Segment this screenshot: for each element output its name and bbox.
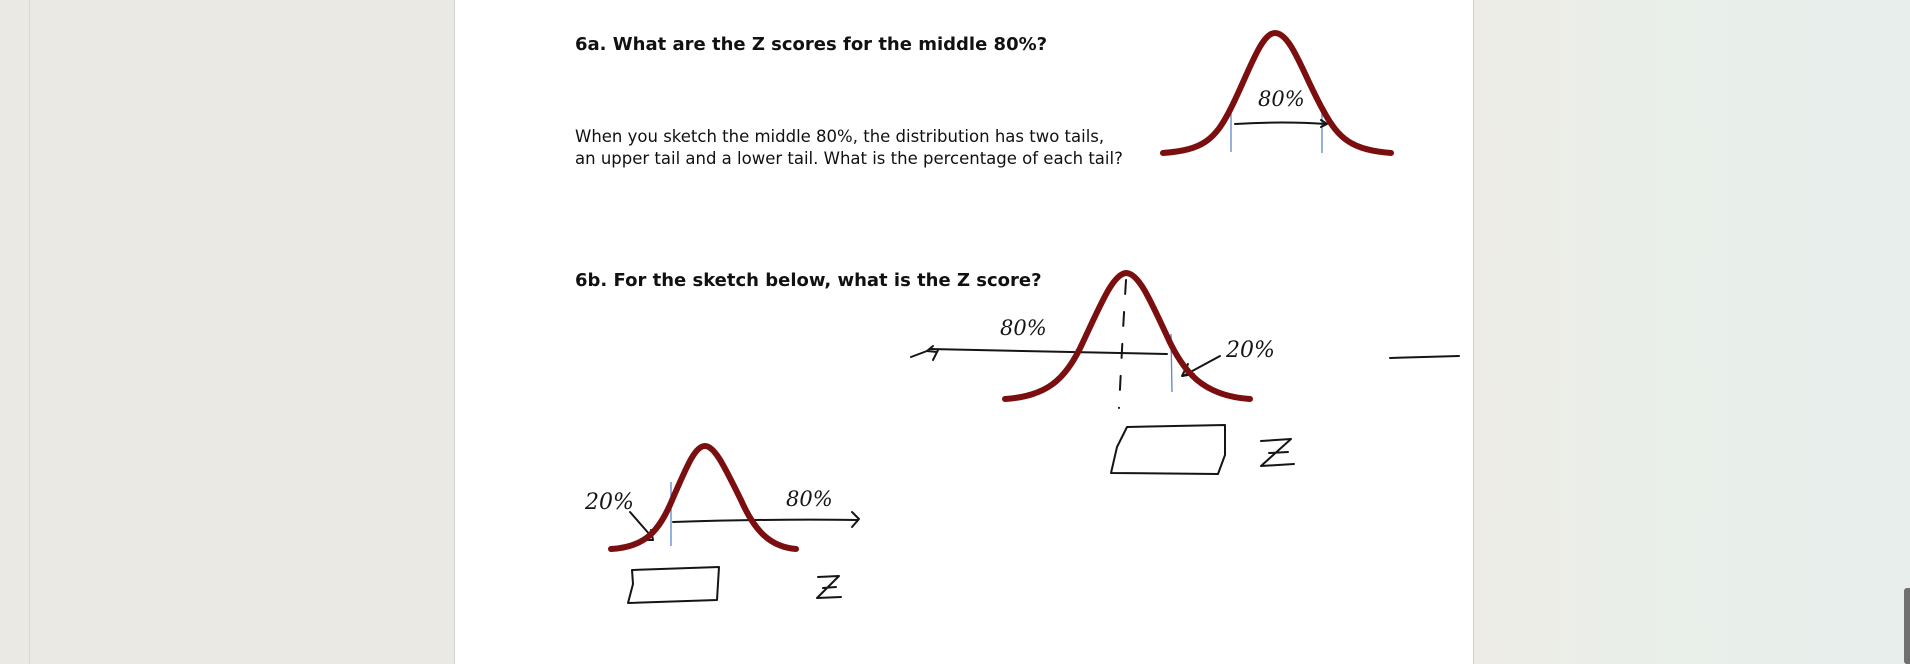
sketch-6b-lower-tail	[584, 446, 859, 603]
paragraph-line-1: When you sketch the middle 80%, the distribution has two tails,	[575, 127, 1105, 146]
sketch-6b-right-label: 20%	[1226, 338, 1275, 363]
question-6b-title: 6b. For the sketch below, what is the Z score?	[575, 270, 1042, 291]
arrow-line-left	[911, 349, 1459, 358]
arrow-line	[1235, 123, 1326, 125]
question-6a-title: 6a. What are the Z scores for the middle 80%?	[575, 34, 1048, 55]
center-dashed-line	[1119, 280, 1126, 408]
handwritten-sketches	[455, 0, 1473, 664]
sketch-6b2-right-label: 80%	[786, 487, 833, 511]
z-label-glyph	[817, 576, 841, 598]
scrollbar-thumb[interactable]	[1904, 588, 1910, 664]
paragraph-line-2: an upper tail and a lower tail. What is the percentage of each tail?	[575, 149, 1123, 168]
sketch-6a-percent-label: 80%	[1258, 87, 1305, 111]
arrow-line-right	[673, 520, 858, 522]
left-margin-rule	[29, 0, 30, 664]
sketch-6b-left-label: 80%	[1000, 316, 1047, 340]
document-page	[454, 0, 1474, 664]
sketch-6a-middle-80	[1163, 33, 1391, 153]
sketch-6b-upper-tail	[911, 273, 1459, 474]
sketch-6b2-left-label: 20%	[585, 490, 634, 515]
answer-box[interactable]	[1111, 425, 1225, 474]
z-label-glyph	[1261, 439, 1294, 466]
answer-box[interactable]	[628, 567, 719, 603]
normal-curve	[611, 446, 796, 549]
